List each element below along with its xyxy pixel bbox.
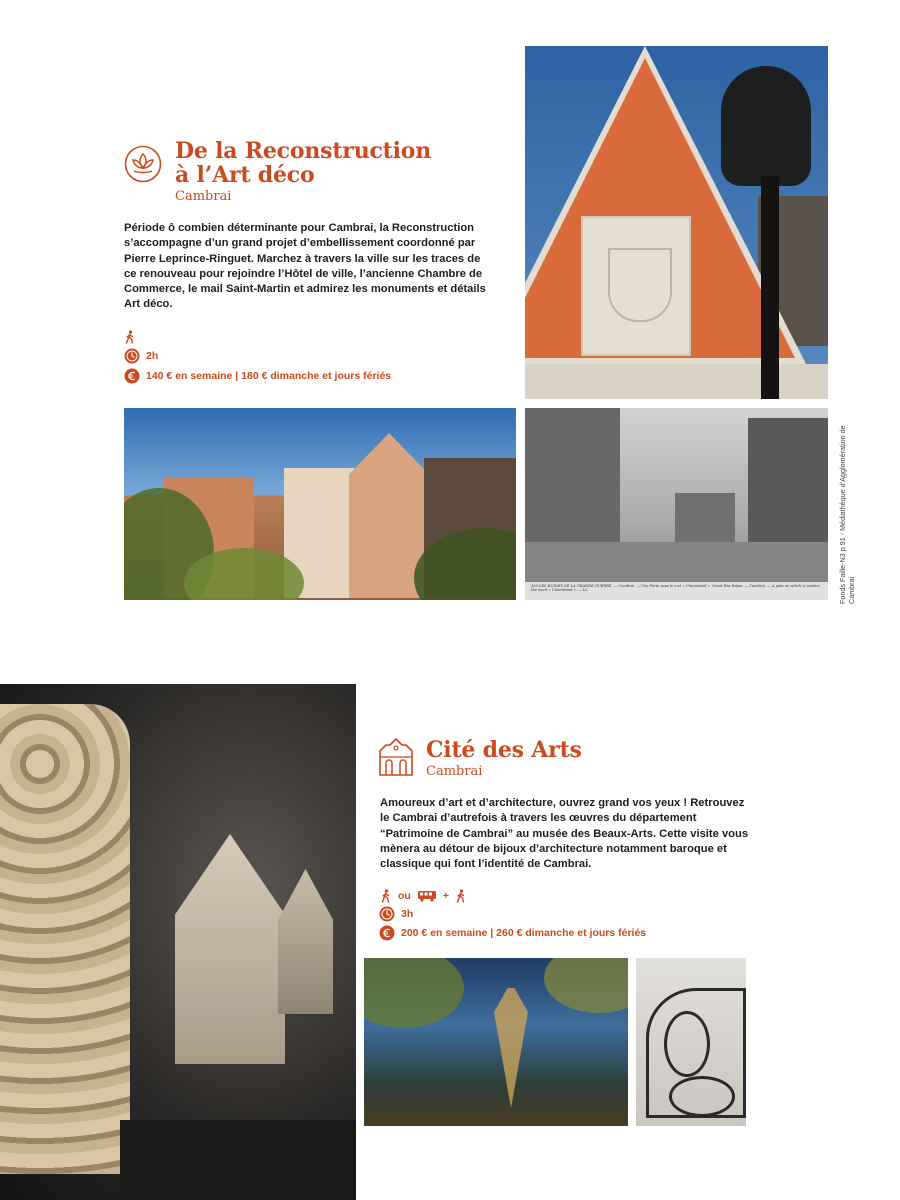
section-2-description: Amoureux d’art et d’architecture, ouvrez grand vos yeux ! Retrouvez le Cambrai d’autrefois à travers les œuvres du département “Patrimoine de Cambrai” au musée des Beaux-Arts. Cette visite vous mènera au détour de bijoux d’architecture notamment baroque et classique qui font l’identité de Cambrai. (380, 797, 749, 871)
euro-icon (124, 368, 140, 384)
section-1-transport (124, 329, 136, 345)
photo-credit: Fonds Faille-N3 p 91 - Médiathèque d’Agglomération de Cambrai (838, 425, 856, 604)
bus-icon (417, 890, 437, 902)
street-lamp (721, 66, 811, 186)
photo-art-deco-gable (525, 46, 828, 399)
lotus-flower-icon (124, 145, 162, 183)
section-2-duration (379, 906, 413, 922)
section-1-title-line-2: à l’Art déco (175, 162, 315, 188)
section-1-duration-text: 2h (146, 350, 159, 362)
section-1-description: Période ô combien déterminante pour Cambrai, la Reconstruction s’accompagne d’un grand projet d’embellissement coordonné par Pierre Leprince-Ringuet. Marchez à travers la ville sur les traces de ce renouveau pour rejoindre l’Hôtel de ville, l’ancienne Chambre de Commerce, le mail Saint-Martin et admirez les monuments et détails Art déco. (124, 222, 486, 311)
transport-or-text: ou (398, 890, 411, 902)
section-2-transport (380, 888, 467, 904)
photo-carved-stone-museum (0, 684, 356, 1200)
section-1-price (124, 368, 391, 384)
section-2-price-text: 200 € en semaine | 260 € dimanche et jours fériés (401, 927, 647, 939)
euro-icon (379, 925, 395, 941)
coat-of-arms-relief (581, 216, 691, 356)
photo-wrought-iron-balcony (636, 958, 746, 1126)
section-1-duration (124, 348, 158, 364)
walking-person-icon (455, 889, 467, 903)
walking-person-icon (380, 889, 392, 903)
townhouse-icon (378, 737, 414, 777)
section-2-duration-text: 3h (401, 908, 414, 920)
walking-person-icon (124, 330, 136, 344)
postcard-caption: 535 LES RUINES DE LA GRANDE GUERRE. — Cambrai. — Une Porte sous le mot « Unterstand ». Great War Ruins. — Cambrai. — A gate on which is written the word « Unterstand ». — LL. (525, 582, 828, 600)
photo-pond-reflection (364, 958, 628, 1126)
photo-war-ruins-postcard (525, 408, 828, 600)
section-2-price (379, 925, 646, 941)
section-2-title: Cité des Arts (426, 737, 582, 763)
section-1-location: Cambrai (175, 189, 232, 204)
clock-icon (124, 348, 140, 364)
photo-art-deco-houses (124, 408, 516, 600)
clock-icon (379, 906, 395, 922)
section-1-title-line-1: De la Reconstruction (175, 138, 432, 164)
section-1-price-text: 140 € en semaine | 180 € dimanche et jours fériés (146, 370, 392, 382)
section-2-location: Cambrai (426, 764, 483, 779)
transport-plus-text: + (442, 890, 449, 902)
